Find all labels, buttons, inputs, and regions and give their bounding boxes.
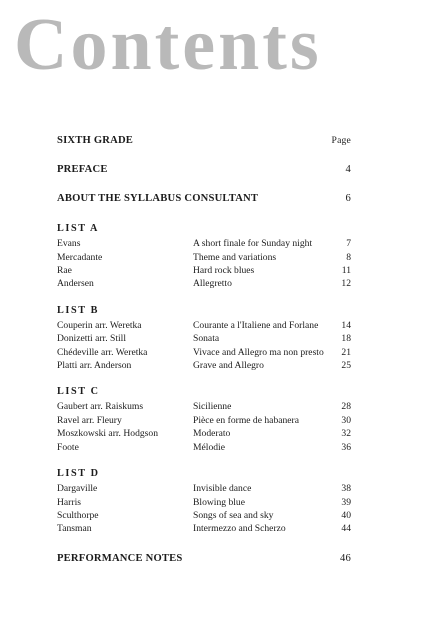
piece-title: Courante a l'Italiene and Forlane xyxy=(193,319,319,331)
page-column-label: Page xyxy=(331,135,351,146)
grade-title: SIXTH GRADE xyxy=(57,135,134,146)
section-row-consultant[interactable] xyxy=(57,192,351,205)
list-item[interactable] xyxy=(57,264,351,277)
list-title: LIST A xyxy=(57,223,99,235)
composer: Couperin arr. Weretka xyxy=(57,319,142,331)
list-item[interactable] xyxy=(57,522,351,535)
section-page: 6 xyxy=(345,192,351,204)
composer: Moszkowski arr. Hodgson xyxy=(57,428,158,440)
page-number: 40 xyxy=(341,509,351,521)
grade-header-row xyxy=(57,134,351,147)
piece-title: Sicilienne xyxy=(193,401,232,413)
piece-title: Moderato xyxy=(193,428,231,440)
piece-title: Songs of sea and sky xyxy=(193,509,274,521)
list-item[interactable] xyxy=(57,400,351,413)
piece-title: Pièce en forme de habanera xyxy=(193,414,300,426)
list-item[interactable] xyxy=(57,277,351,290)
list-item[interactable] xyxy=(57,509,351,522)
section-label: PERFORMANCE NOTES xyxy=(57,552,183,564)
composer: Sculthorpe xyxy=(57,509,99,521)
list-a xyxy=(57,223,351,291)
composer: Mercadante xyxy=(57,251,103,263)
list-d xyxy=(57,468,351,536)
page-title: Contents xyxy=(14,4,322,86)
list-item[interactable] xyxy=(57,496,351,509)
list-item[interactable] xyxy=(57,332,351,345)
page-number: 36 xyxy=(341,441,351,453)
composer: Evans xyxy=(57,238,81,250)
page-number: 28 xyxy=(341,401,351,413)
list-item[interactable] xyxy=(57,414,351,427)
section-page: 46 xyxy=(340,552,351,564)
page-number: 32 xyxy=(341,428,351,440)
page-number: 44 xyxy=(341,523,351,535)
piece-title: Invisible dance xyxy=(193,483,252,495)
composer: Chédeville arr. Weretka xyxy=(57,346,148,358)
piece-title: Hard rock blues xyxy=(193,265,255,277)
list-item[interactable] xyxy=(57,427,351,440)
list-item[interactable] xyxy=(57,482,351,495)
list-item[interactable] xyxy=(57,346,351,359)
piece-title: Vivace and Allegro ma non presto xyxy=(193,346,324,358)
list-item[interactable] xyxy=(57,319,351,332)
page-number: 39 xyxy=(341,496,351,508)
page-number: 38 xyxy=(341,483,351,495)
composer: Dargaville xyxy=(57,483,98,495)
composer: Gaubert arr. Raiskums xyxy=(57,401,144,413)
list-item[interactable] xyxy=(57,441,351,454)
piece-title: A short finale for Sunday night xyxy=(193,238,313,250)
composer: Foote xyxy=(57,441,79,453)
list-item[interactable] xyxy=(57,359,351,372)
list-b xyxy=(57,305,351,373)
page-number: 11 xyxy=(341,265,351,277)
list-item[interactable] xyxy=(57,251,351,264)
page-number: 18 xyxy=(341,333,351,345)
composer: Platti arr. Anderson xyxy=(57,360,132,372)
composer: Ravel arr. Fleury xyxy=(57,414,122,426)
list-title: LIST D xyxy=(57,468,100,480)
piece-title: Grave and Allegro xyxy=(193,360,264,372)
list-title: LIST C xyxy=(57,386,100,398)
piece-title: Sonata xyxy=(193,333,220,345)
list-title: LIST B xyxy=(57,304,99,316)
page-number: 8 xyxy=(346,251,351,263)
piece-title: Mélodie xyxy=(193,441,225,453)
piece-title: Allegretto xyxy=(193,278,232,290)
page-number: 30 xyxy=(341,414,351,426)
page-number: 25 xyxy=(341,360,351,372)
list-c xyxy=(57,386,351,454)
section-page: 4 xyxy=(345,164,351,176)
composer: Rae xyxy=(57,265,72,277)
page-number: 21 xyxy=(341,346,351,358)
page-number: 12 xyxy=(341,278,351,290)
piece-title: Blowing blue xyxy=(193,496,245,508)
piece-title: Theme and variations xyxy=(193,251,277,263)
composer: Tansman xyxy=(57,523,92,535)
page-number: 14 xyxy=(341,319,351,331)
page-number: 7 xyxy=(346,238,351,250)
composer: Andersen xyxy=(57,278,94,290)
section-row-performance-notes[interactable] xyxy=(57,552,351,565)
composer: Donizetti arr. Still xyxy=(57,333,127,345)
section-label: ABOUT THE SYLLABUS CONSULTANT xyxy=(57,192,259,204)
piece-title: Intermezzo and Scherzo xyxy=(193,523,286,535)
composer: Harris xyxy=(57,496,81,508)
section-label: PREFACE xyxy=(57,164,108,176)
contents-table xyxy=(57,134,351,565)
list-item[interactable] xyxy=(57,237,351,250)
section-row-preface[interactable] xyxy=(57,163,351,176)
